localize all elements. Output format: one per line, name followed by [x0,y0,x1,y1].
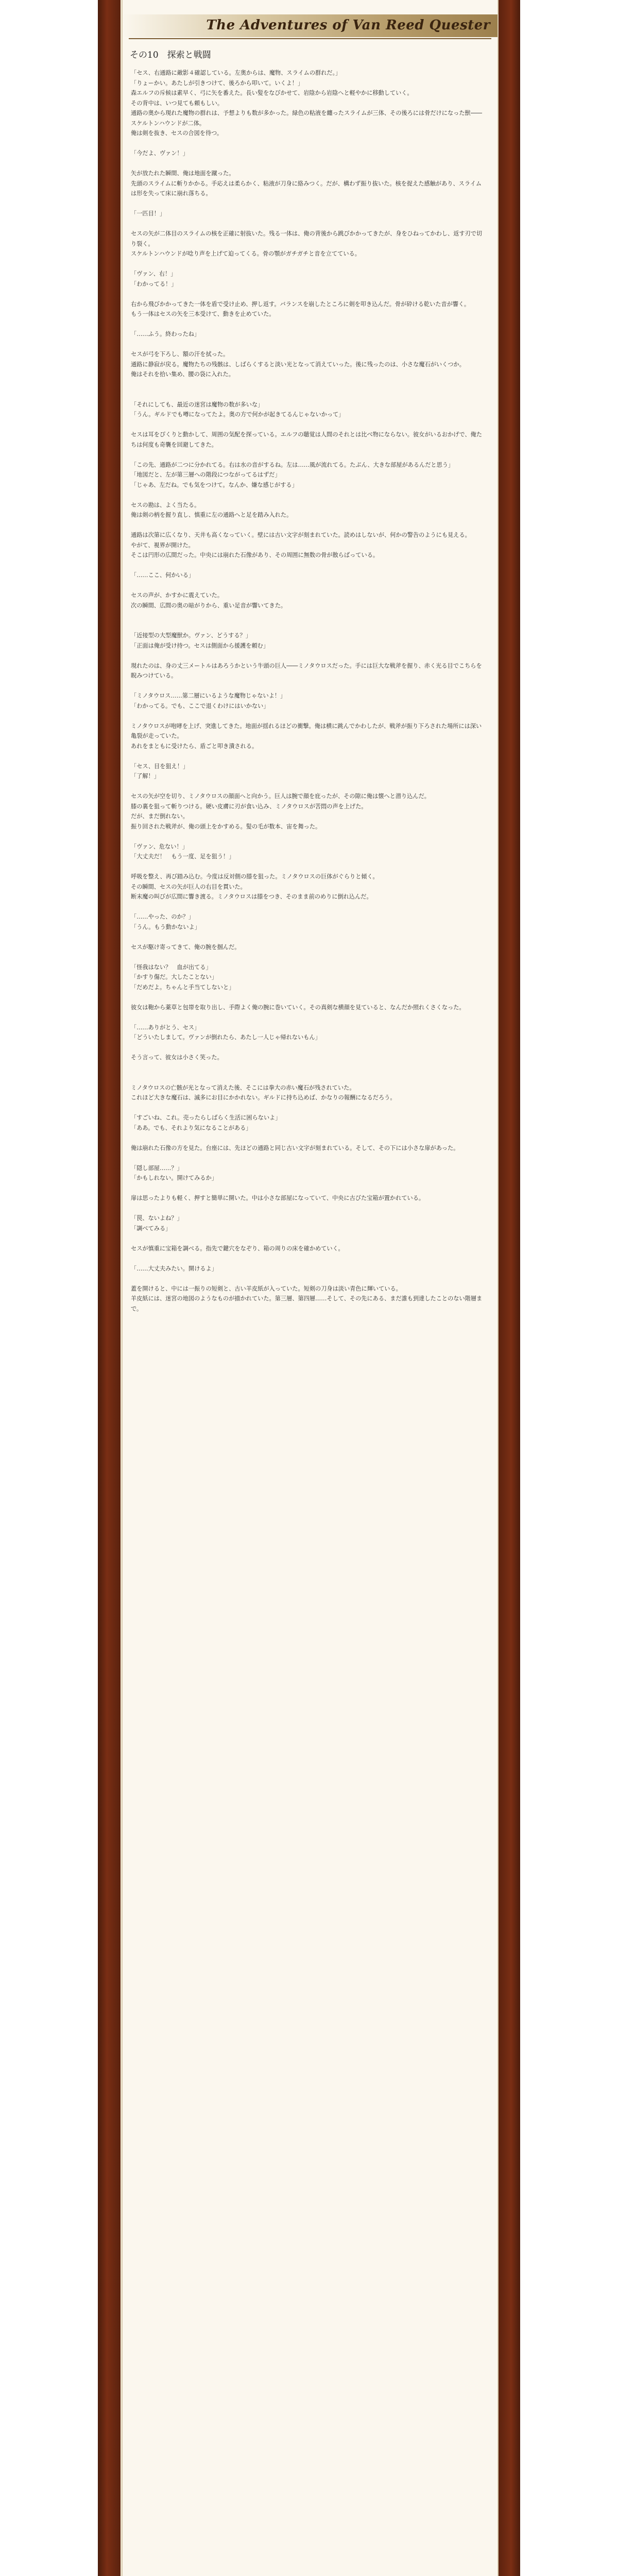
story-paragraph [131,159,486,169]
story-paragraph [131,219,486,229]
story-paragraph: あれをまともに受けたら、盾ごと叩き潰される。 [131,742,258,750]
story-paragraph: 羊皮紙には、迷宮の地図のようなものが描かれていた。第三層、第四層……そして、その先にある、まだ誰も到達したことのない階層まで。 [131,1295,483,1312]
section-break [131,380,486,390]
story-paragraph [131,581,486,591]
story-paragraph: 「罠、ないよね？」 [131,1215,183,1222]
story-paragraph [131,681,486,691]
story-paragraph: やがて、視界が開けた。 [131,541,194,549]
section-break [131,1063,486,1073]
story-paragraph: 「……ふう。終わったね」 [131,331,200,337]
story-paragraph [131,340,486,350]
story-paragraph [131,711,486,721]
story-paragraph: だが、まだ倒れない。 [131,813,188,820]
story-paragraph [131,139,486,149]
story-paragraph [131,289,486,299]
story-paragraph: 「すごいね、これ。売ったらしばらく生活に困らないよ」 [131,1114,281,1121]
story-paragraph [131,1204,486,1214]
story-paragraph [131,902,486,912]
story-paragraph: 俺は剣を抜き、セスの合図を待つ。 [131,130,223,137]
story-paragraph [131,932,486,942]
story-paragraph: 通路は次第に広くなり、天井も高くなっていく。壁には古い文字が刻まれていた。読めはしないが、何かの警告のようにも見える。 [131,532,471,538]
story-paragraph: 「じゃあ、左だね。でも気をつけて。なんか、嫌な感じがする」 [131,481,298,488]
section-break [131,1073,486,1083]
story-paragraph: 「わかってる！」 [131,280,177,287]
story-paragraph: 「一匹目！」 [131,210,166,217]
section-break [131,389,486,400]
story-paragraph: そう言って、彼女は小さく笑った。 [131,1054,223,1061]
story-paragraph: 「……大丈夫みたい。開けるよ」 [131,1265,217,1272]
story-paragraph: 「近接型の大型魔獣か。ヴァン、どうする？」 [131,632,251,639]
story-paragraph [131,490,486,500]
story-paragraph: 先頭のスライムに斬りかかる。手応えは柔らかく、粘液が刀身に絡みつく。だが、構わず振り抜いた。核を捉えた感触があり、スライムは形を失って床に崩れ落ちる。 [131,180,482,197]
story-paragraph: セスの勘は、よく当たる。 [131,501,200,509]
story-paragraph: 「わかってる。でも、ここで退くわけにはいかない」 [131,702,269,709]
story-paragraph [131,199,486,209]
page [122,0,499,2576]
story-paragraph: 「……ありがとう、セス」 [131,1024,200,1031]
title-banner [123,14,497,37]
story-paragraph: 蓋を開けると、中には一振りの短剣と、古い羊皮紙が入っていた。短剣の刀身は淡い青色に輝いている。 [131,1285,402,1292]
story-paragraph [131,1274,486,1284]
story-paragraph: 呼吸を整え、再び踏み込む。今度は反対側の膝を狙った。ミノタウロスの巨体がぐらりと傾く。 [131,873,379,880]
story-paragraph: セスが駆け寄ってきて、俺の腕を掴んだ。 [131,943,241,951]
story-paragraph: 「それにしても、最近の迷宮は魔物の数が多いな」 [131,401,264,408]
story-paragraph: そこは円形の広間だった。中央には崩れた石像があり、その周囲に無数の骨が散らばっている。 [131,552,379,558]
story-paragraph: 「隠し部屋……？」 [131,1164,183,1172]
book-cover-left [98,0,121,2576]
story-paragraph: 俺はそれを拾い集め、腰の袋に入れた。 [131,371,234,378]
story-paragraph: セスが弓を下ろし、額の汗を拭った。 [131,351,229,358]
story-paragraph [131,1043,486,1053]
story-paragraph: 「かすり傷だ。大したことない」 [131,974,217,980]
story-paragraph: 「この先、通路が二つに分かれてる。右は水の音がするね。左は……風が流れてる。たぶん、大きな部屋があるんだと思う」 [131,461,454,468]
story-paragraph: 「ミノタウロス……第二層にいるような魔物じゃないよ！」 [131,692,286,699]
story-paragraph [131,1233,486,1244]
chapter-title: その10 探索と戦闘 [130,50,211,60]
story-paragraph [131,651,486,661]
story-paragraph: 「セス、右通路に敵影４確認している。左奥からは、魔物、スライムの群れだ。」 [131,70,341,76]
story-paragraph: 森エルフの斥候は素早く、弓に矢を番えた。長い髪をなびかせて、岩陰から岩陰へと軽やかに移動していく。 [131,90,413,96]
story-paragraph [131,1133,486,1143]
story-paragraph: 俺は崩れた石像の方を見た。台座には、先ほどの通路と同じ古い文字が刻まれている。そして、その下には小さな扉があった。 [131,1144,459,1151]
story-paragraph [131,1153,486,1163]
story-paragraph: ミノタウロスが咆哮を上げ、突進してきた。地面が揺れるほどの衝撃。俺は横に跳んでかわしたが、戦斧が振り下ろされた場所には深い亀裂が走っていた。 [131,722,482,739]
story-paragraph: セスの声が、かすかに震えていた。 [131,592,224,599]
story-paragraph: 膝の裏を狙って斬りつける。硬い皮膚に刃が食い込み、ミノタウロスが苦悶の声を上げた。 [131,803,367,810]
story-paragraph [131,561,486,571]
story-paragraph: 「怪我はない？ 血が出てる」 [131,963,212,971]
story-paragraph: 俺は剣の柄を握り直し、慎重に左の通路へと足を踏み入れた。 [131,512,293,518]
story-paragraph: 「調べてみる」 [131,1225,171,1232]
book-cover-right [497,0,520,2576]
book-title: The Adventures of Van Reed Quester [206,18,490,33]
story-paragraph [131,420,486,430]
story-paragraph: セスは耳をぴくりと動かして、周囲の気配を探っている。エルフの聴覚は人間のそれとは比べ物にならない。彼女がいるおかげで、俺たちは何度も奇襲を回避してきた。 [131,431,482,448]
story-paragraph [131,1012,486,1023]
story-paragraph [131,751,486,761]
title-divider [129,38,491,39]
story-paragraph [131,1103,486,1113]
story-paragraph: 「ヴァン、右！」 [131,270,177,277]
story-paragraph: その背中は、いつ見ても頼もしい。 [131,99,224,107]
story-paragraph: 「ヴァン、危ない！」 [131,843,188,850]
story-paragraph: セスの矢が二体目のスライムの核を正確に射抜いた。残る一体は、俺の背後から跳びかかってきたが、身をひねってかわし、返す刃で切り裂く。 [131,230,483,247]
story-paragraph: セスが慎重に宝箱を調べる。指先で鍵穴をなぞり、箱の周りの床を確かめていく。 [131,1245,344,1252]
section-break [131,611,486,621]
story-paragraph: 通路に静寂が戻る。魔物たちの残骸は、しばらくすると淡い光となって消えていった。後に残ったのは、小さな魔石がいくつか。 [131,361,465,368]
story-paragraph [131,862,486,872]
story-paragraph [131,952,486,962]
story-paragraph [131,520,486,531]
story-paragraph: 矢が放たれた瞬間、俺は地面を蹴った。 [131,170,235,177]
story-paragraph: 「どういたしまして。ヴァンが倒れたら、あたし一人じゃ帰れないもん」 [131,1034,321,1041]
story-paragraph: 「……ここ、何かいる」 [131,572,195,579]
story-paragraph: 「うん。ギルドでも噂になってたよ。奥の方で何かが起きてるんじゃないかって」 [131,411,345,418]
story-paragraph: スケルトンハウンドが唸り声を上げて迫ってくる。骨の顎がガチガチと音を立てている。 [131,250,360,257]
story-paragraph: セスの矢が空を切り、ミノタウロスの顔面へと向かう。巨人は腕で顔を庇ったが、その隙に俺は懐へと潜り込んだ。 [131,793,430,800]
story-paragraph [131,1183,486,1194]
story-paragraph: 「地図だと、左が第三層への階段につながってるはずだ」 [131,471,281,478]
story-paragraph [131,450,486,460]
story-paragraph [131,259,486,269]
story-paragraph [131,832,486,842]
story-paragraph: 彼女は鞄から薬草と包帯を取り出し、手際よく俺の腕に巻いていく。その真剣な横顔を見ていると、なんだか照れくさくなった。 [131,1004,465,1011]
story-paragraph: 「りょーかい。あたしが引きつけて、後ろから叩いて。いくよ！」 [131,79,304,87]
story-paragraph: 扉は思ったよりも軽く、押すと簡単に開いた。中は小さな部屋になっていて、中央に古びた宝箱が置かれている。 [131,1195,425,1201]
story-paragraph: 現れたのは、身の丈三メートルはあろうかという牛頭の巨人――ミノタウロスだった。手には巨大な戦斧を握り、赤く光る目でこちらを睨みつけている。 [131,662,482,679]
story-body [131,68,486,1314]
section-break [131,621,486,631]
story-paragraph: 「かもしれない。開けてみるか」 [131,1175,217,1181]
story-paragraph: 「うん。もう動かないよ」 [131,923,200,930]
story-paragraph: 「ああ。でも、それより気になることがある」 [131,1124,252,1131]
story-paragraph [131,782,486,792]
story-paragraph: ミノタウロスの亡骸が光となって消えた後、そこには拳大の赤い魔石が残されていた。 [131,1084,355,1091]
story-paragraph: これほど大きな魔石は、滅多にお目にかかれない。ギルドに持ち込めば、かなりの報酬になるだろう。 [131,1094,396,1101]
story-paragraph: 振り回された戦斧が、俺の頭上をかすめる。髪の毛が数本、宙を舞った。 [131,823,321,830]
story-paragraph: 次の瞬間、広間の奥の暗がりから、重い足音が響いてきた。 [131,602,287,609]
story-paragraph [131,1253,486,1264]
story-paragraph: 「今だよ、ヴァン！」 [131,150,188,157]
story-paragraph: 「大丈夫だ！ もう一度、足を狙う！」 [131,853,235,860]
story-paragraph: もう一体はセスの矢を三本受けて、動きを止めていた。 [131,311,275,317]
story-paragraph: 「正面は俺が受け持つ。セスは側面から援護を頼む」 [131,642,269,649]
story-paragraph: 「だめだよ。ちゃんと手当てしないと」 [131,984,235,991]
story-paragraph [131,992,486,1003]
story-paragraph: 「了解！」 [131,773,160,779]
story-paragraph: その瞬間、セスの矢が巨人の右目を貫いた。 [131,883,246,890]
story-paragraph: 断末魔の叫びが広間に響き渡る。ミノタウロスは膝をつき、そのまま前のめりに倒れ込んだ。 [131,893,372,900]
story-paragraph: 「セス、目を狙え！」 [131,762,189,770]
story-paragraph: 通路の奥から現れた魔物の群れは、予想よりも数が多かった。緑色の粘液を纏ったスライムが三体、その後ろには骨だけになった獣――スケルトンハウンドが二体。 [131,110,483,127]
story-paragraph: 右から飛びかかってきた一体を盾で受け止め、押し返す。バランスを崩したところに剣を叩き込んだ。骨が砕ける乾いた音が響く。 [131,300,470,308]
story-paragraph [131,319,486,330]
story-paragraph: 「……やった、のか？」 [131,913,195,920]
